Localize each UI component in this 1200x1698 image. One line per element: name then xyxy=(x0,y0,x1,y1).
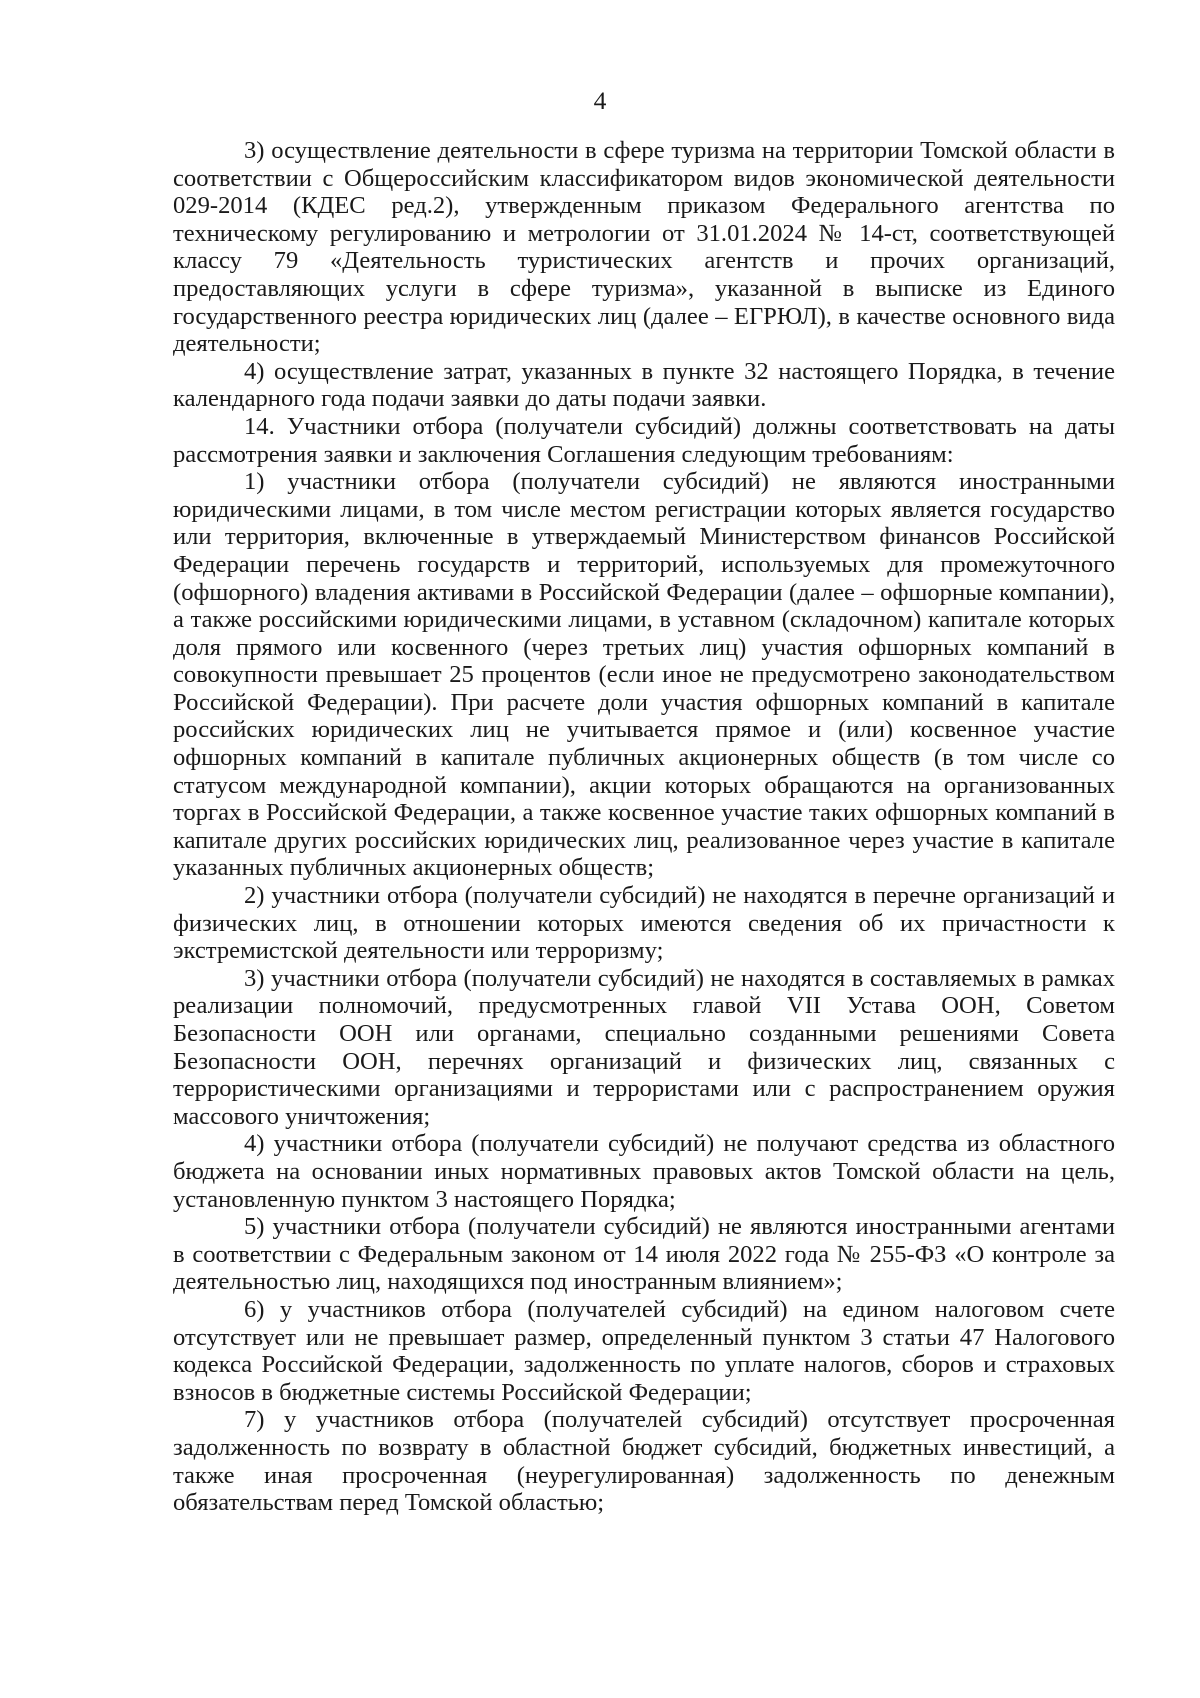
paragraph-requirement-1-offshore: 1) участники отбора (получатели субсидий) не являются иностранными юридическими лицами, в том числе местом регистрации которых является государство или территория, включенные в утверждаемый Министерством финансов Российской Федерации перечень государств и территорий, используемых для промежуточного (офшорного) владения активами в Российской Федерации (далее – офшорные компании), а также российскими юридическими лицами, в уставном (складочном) капитале которых доля прямого или косвенного (через третьих лиц) участия офшорных компаний в совокупности превышает 25 процентов (если иное не предусмотрено законодательством Российской Федерации). При расчете доли участия офшорных компаний в капитале российских юридических лиц не учитывается прямое и (или) косвенное участие офшорных компаний в капитале публичных акционерных обществ (в том числе со статусом международной компании), акции которых обращаются на организованных торгах в Российской Федерации, а также косвенное участие таких офшорных компаний в капитале других российских юридических лиц, реализованное через участие в капитале указанных публичных акционерных обществ; xyxy=(173,468,1115,882)
document-body xyxy=(173,137,1115,1517)
paragraph-requirement-6-tax-debt: 6) у участников отбора (получателей субсидий) на едином налоговом счете отсутствует или не превышает размер, определенный пунктом 3 статьи 47 Налогового кодекса Российской Федерации, задолженность по уплате налогов, сборов и страховых взносов в бюджетные системы Российской Федерации; xyxy=(173,1295,1115,1406)
paragraph-clause-4-expenses: 4) осуществление затрат, указанных в пункте 32 настоящего Порядка, в течение календарного года подачи заявки до даты подачи заявки. xyxy=(173,357,1115,413)
paragraph-requirement-2-extremism-list: 2) участники отбора (получатели субсидий) не находятся в перечне организаций и физических лиц, в отношении которых имеются сведения об их причастности к экстремистской деятельности или терроризму; xyxy=(173,882,1115,965)
paragraph-section-14-requirements: 14. Участники отбора (получатели субсидий) должны соответствовать на даты рассмотрения заявки и заключения Соглашения следующим требованиям: xyxy=(173,412,1115,468)
paragraph-requirement-7-budget-debt: 7) у участников отбора (получателей субсидий) отсутствует просроченная задолженность по возврату в областной бюджет субсидий, бюджетных инвестиций, а также иная просроченная (неурегулированная) задолженность по денежным обязательствам перед Томской областью; xyxy=(173,1406,1115,1517)
paragraph-requirement-5-foreign-agents: 5) участники отбора (получатели субсидий) не являются иностранными агентами в соответствии с Федеральным законом от 14 июля 2022 года № 255-ФЗ «О контроле за деятельностью лиц, находящихся под иностранным влиянием»; xyxy=(173,1213,1115,1296)
paragraph-requirement-3-un-lists: 3) участники отбора (получатели субсидий) не находятся в составляемых в рамках реализации полномочий, предусмотренных главой VII Устава ООН, Советом Безопасности ООН или органами, специально созданными решениями Совета Безопасности ООН, перечнях организаций и физических лиц, связанных с террористическими организациями и террористами или с распространением оружия массового уничтожения; xyxy=(173,964,1115,1130)
paragraph-requirement-4-other-funding: 4) участники отбора (получатели субсидий) не получают средства из областного бюджета на основании иных нормативных правовых актов Томской области на цель, установленную пунктом 3 настоящего Порядка; xyxy=(173,1130,1115,1213)
paragraph-clause-3-tourism-activity: 3) осуществление деятельности в сфере туризма на территории Томской области в соответствии с Общероссийским классификатором видов экономической деятельности 029-2014 (КДЕС ред.2), утвержденным приказом Федерального агентства по техническому регулированию и метрологии от 31.01.2024 № 14-ст, соответствующей классу 79 «Деятельность туристических агентств и прочих организаций, предоставляющих услуги в сфере туризма», указанной в выписке из Единого государственного реестра юридических лиц (далее – ЕГРЮЛ), в качестве основного вида деятельности; xyxy=(173,137,1115,358)
page-number: 4 xyxy=(593,86,607,115)
